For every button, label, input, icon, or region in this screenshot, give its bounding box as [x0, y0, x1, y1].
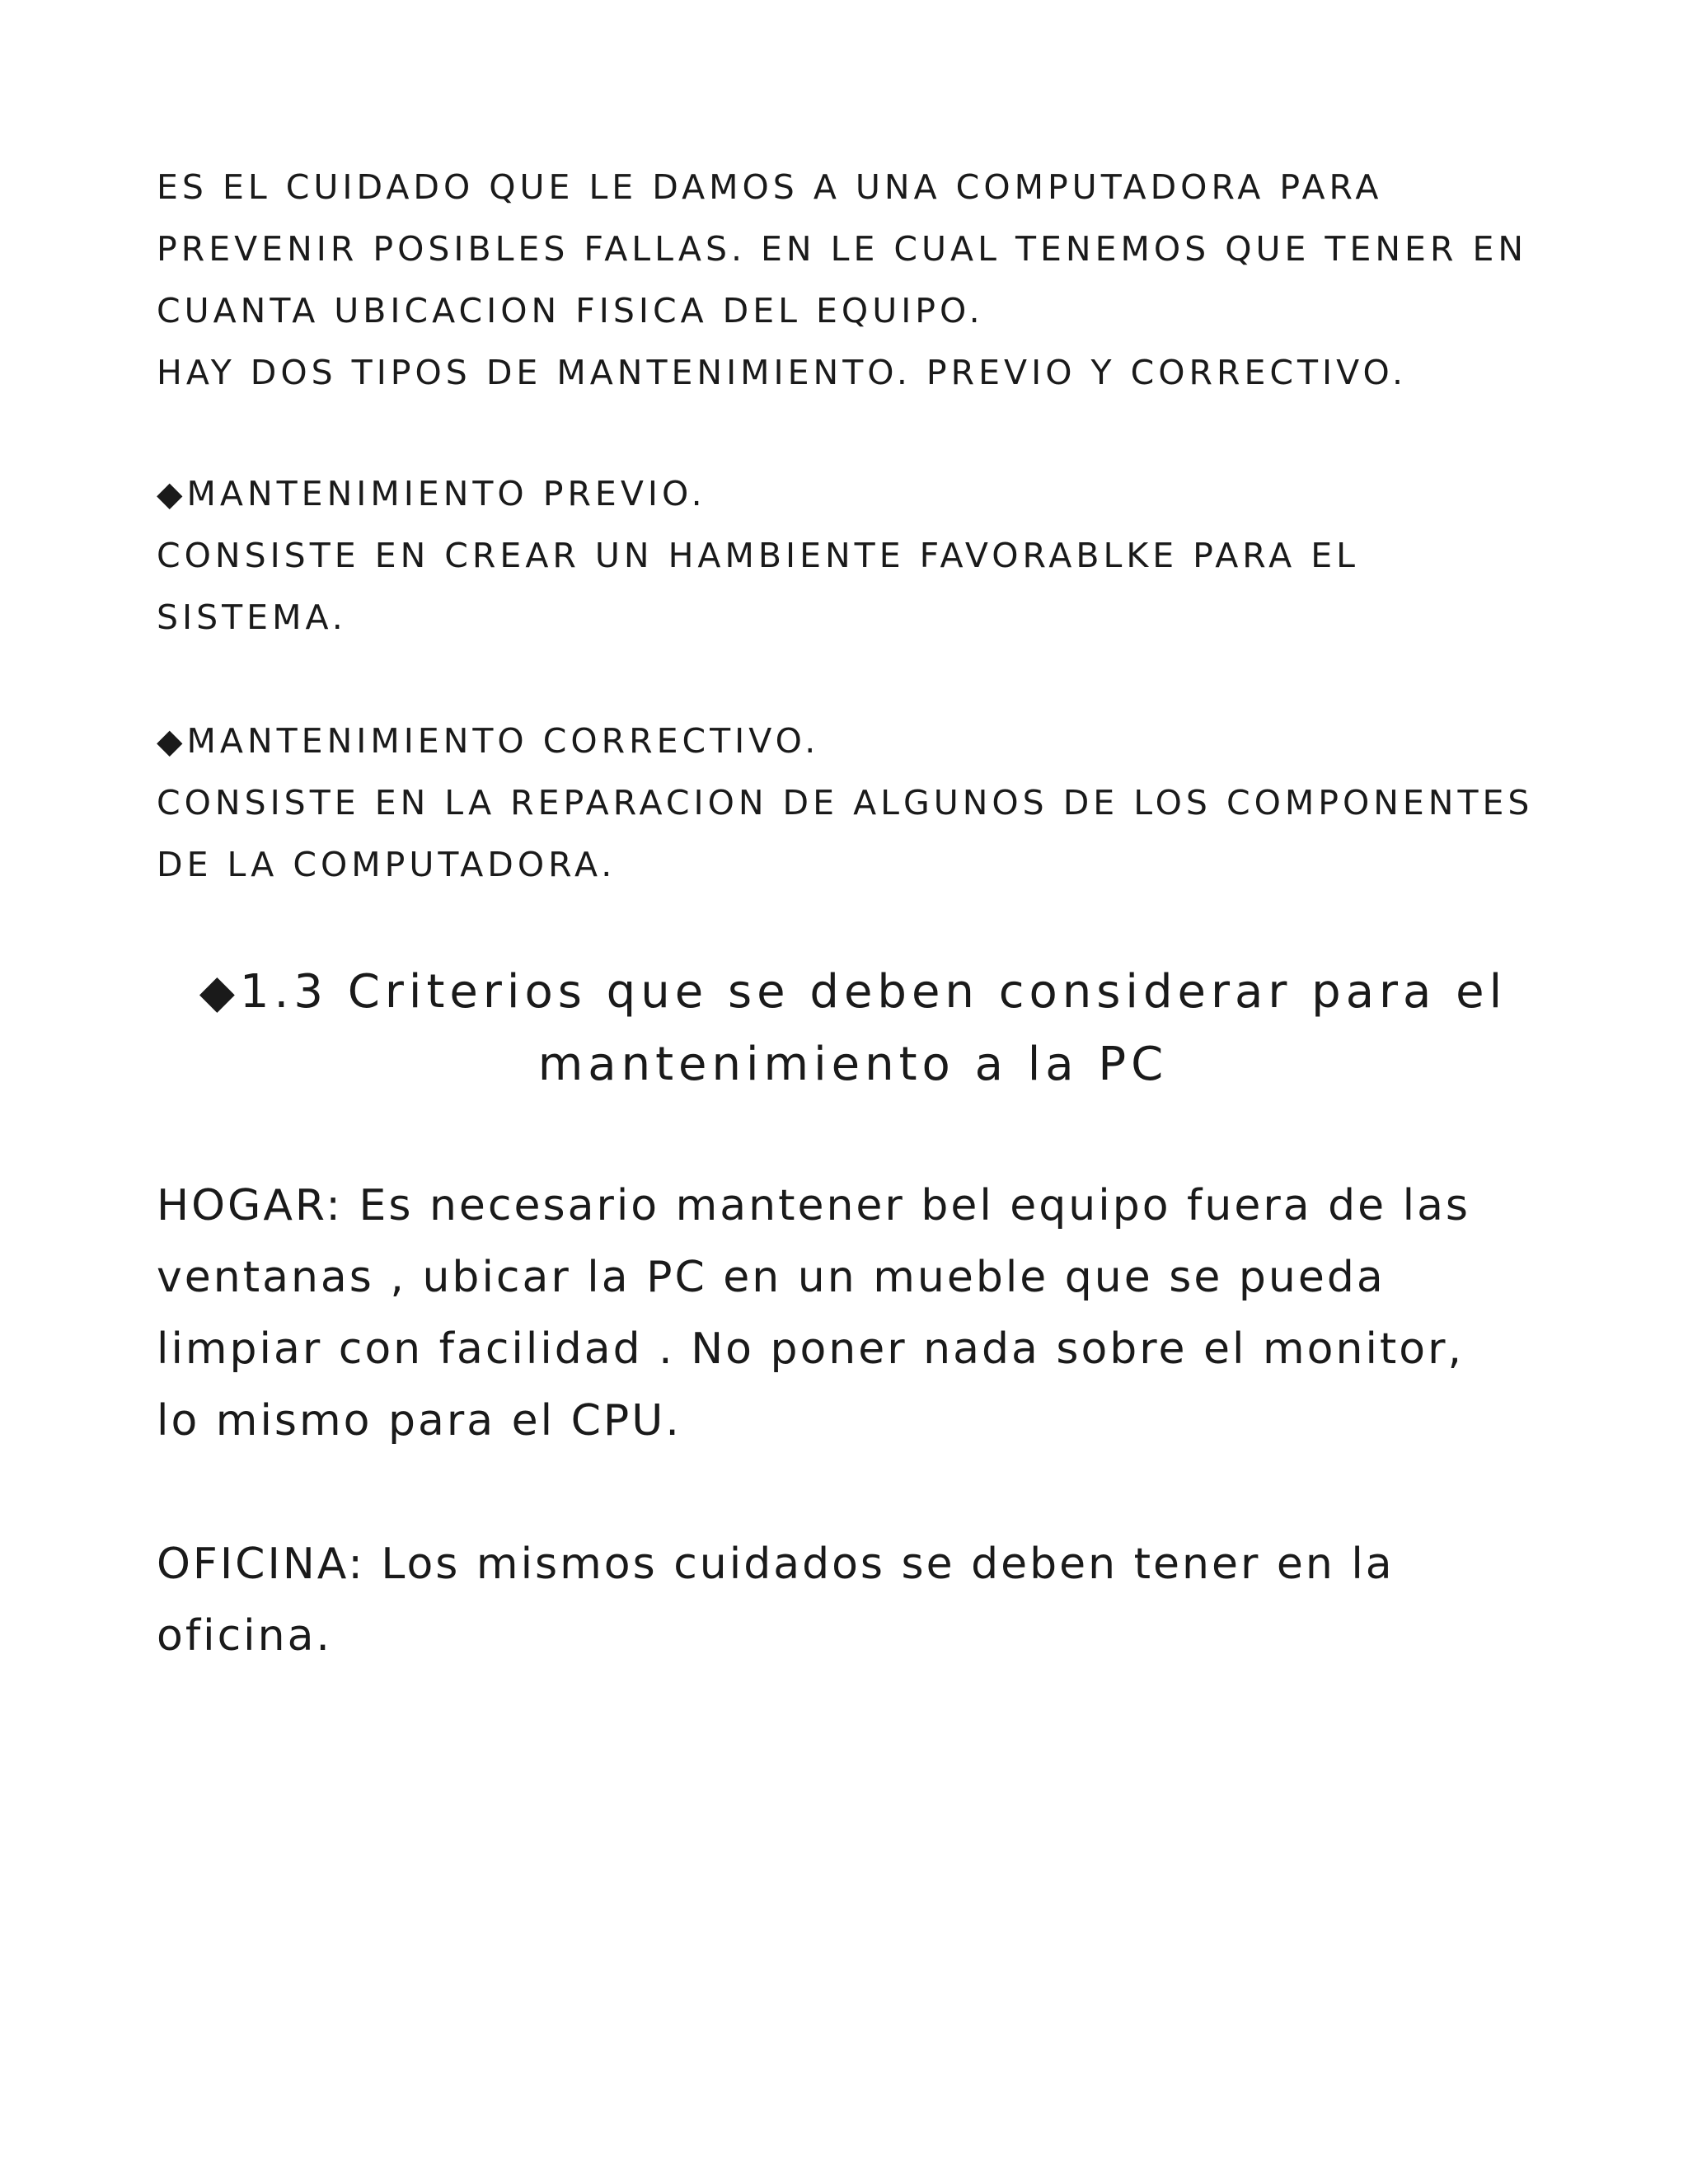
- correctivo-title: ◆MANTENIMIENTO CORRECTIVO.: [157, 721, 820, 761]
- previo-line: CONSISTE EN CREAR UN HAMBIENTE FAVORABLKE PARA EL: [157, 536, 1359, 575]
- mantenimiento-correctivo-section: [157, 710, 1558, 896]
- hogar-line: limpiar con facilidad . No poner nada sobre el monitor,: [157, 1324, 1465, 1374]
- hogar-line: lo mismo para el CPU.: [157, 1396, 682, 1446]
- hogar-paragraph: [157, 1170, 1574, 1457]
- intro-line: HAY DOS TIPOS DE MANTENIMIENTO. PREVIO Y CORRECTIVO.: [157, 353, 1408, 392]
- intro-line: CUANTA UBICACION FISICA DEL EQUIPO.: [157, 291, 984, 330]
- section-heading: [157, 956, 1550, 1101]
- previo-title: ◆MANTENIMIENTO PREVIO.: [157, 474, 706, 513]
- intro-paragraph: [157, 157, 1558, 404]
- heading-line: mantenimiento a la PC: [537, 1038, 1169, 1091]
- heading-line: ◆1.3 Criterios que se deben considerar para el: [199, 965, 1507, 1019]
- hogar-line: HOGAR: Es necesario mantener bel equipo fuera de las: [157, 1181, 1471, 1230]
- oficina-line: OFICINA: Los mismos cuidados se deben tener en la: [157, 1540, 1395, 1589]
- oficina-paragraph: [157, 1529, 1574, 1672]
- correctivo-line: CONSISTE EN LA REPARACION DE ALGUNOS DE LOS COMPONENTES: [157, 783, 1534, 823]
- mantenimiento-previo-section: [157, 463, 1558, 649]
- intro-line: ES EL CUIDADO QUE LE DAMOS A UNA COMPUTADORA PARA: [157, 167, 1383, 207]
- intro-line: PREVENIR POSIBLES FALLAS. EN LE CUAL TENEMOS QUE TENER EN: [157, 229, 1528, 269]
- hogar-line: ventanas , ubicar la PC en un mueble que se pueda: [157, 1253, 1386, 1302]
- oficina-line: oficina.: [157, 1611, 332, 1661]
- previo-line: SISTEMA.: [157, 598, 347, 637]
- correctivo-line: DE LA COMPUTADORA.: [157, 845, 617, 884]
